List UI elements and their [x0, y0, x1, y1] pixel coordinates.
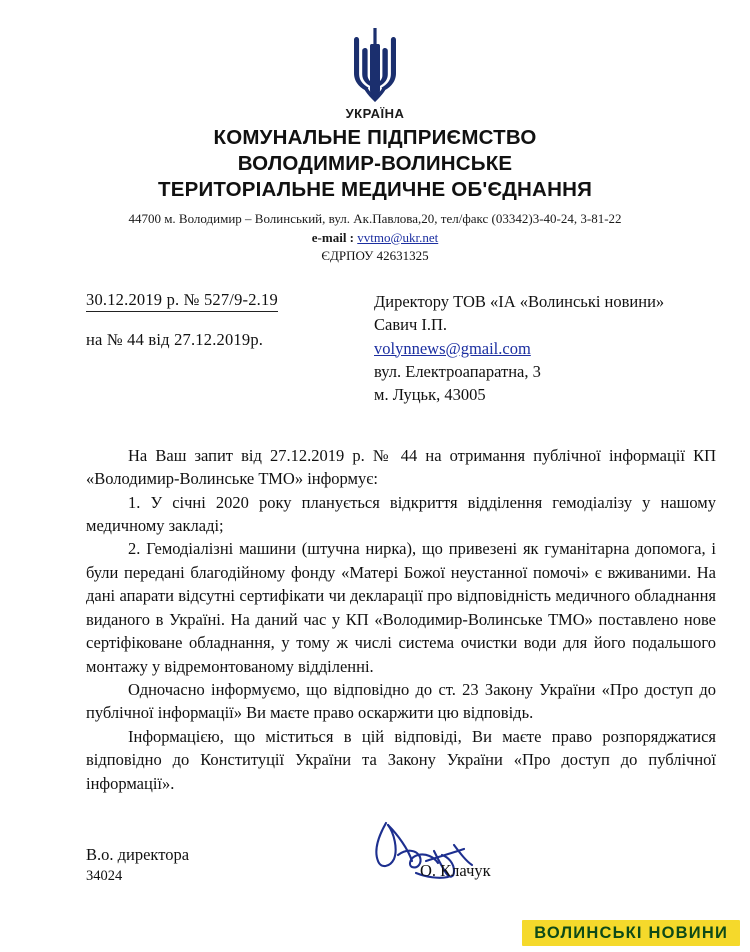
ukraine-trident-emblem-icon: [343, 26, 407, 104]
watermark-badge: ВОЛИНСЬКІ НОВИНИ: [522, 920, 740, 947]
signer-name: О. Клачук: [420, 861, 491, 881]
body-paragraph: 1. У січні 2020 року планується відкриття відділення гемодіалізу у нашому медичному закладі;: [86, 492, 716, 535]
org-address: 44700 м. Володимир – Волинський, вул. Ак.Павлова,20, тел/факс (03342)3-40-24, 3-81-22: [128, 210, 622, 226]
reference-left: [86, 290, 366, 350]
edrpou-code: ЄДРПОУ 42631325: [321, 247, 429, 263]
body-paragraph: 2. Гемодіалізні машини (штучна нирка), що привезені як гуманітарна допомога, і були передані благодійному фонду «Матері Божої неустанної помочі» є вживаними. На дані апарати відсутні сертифікати чи декларації про відповідність медичного обладнання виданого в Україні. На даний час у КП «Володимир-Волинське ТМО» поставлено нове сертіфіковане обладнання, у тому ж числі система очистки води для його подальшого монтажу у відремонтованому відділенні.: [86, 539, 716, 676]
body-paragraph: Одночасно інформуємо, що відповідно до ст. 23 Закону України «Про доступ до публічної інформації» Ви маєте право оскаржити цю відповідь.: [86, 679, 716, 723]
org-email-link[interactable]: vvtmo@ukr.net: [357, 229, 439, 245]
org-name-line-2: ВОЛОДИМИР-ВОЛИНСЬКЕ: [237, 152, 513, 176]
addressee-line: Савич І.П.: [374, 315, 448, 335]
org-email-line: [0, 230, 750, 246]
signer-code: 34024: [86, 868, 123, 885]
handwritten-signature-icon: [368, 815, 488, 893]
addressee-line: Директору ТОВ «ІА «Волинські новини»: [374, 291, 665, 311]
addressee-email-line: [374, 337, 716, 360]
addressee-line: м. Луцьк, 43005: [374, 385, 486, 405]
email-label: e-mail :: [311, 229, 355, 245]
outgoing-reference: 30.12.2019 р. № 527/9-2.19: [86, 290, 278, 312]
addressee-block: [374, 290, 716, 407]
incoming-reference: на № 44 від 27.12.2019р.: [86, 329, 264, 349]
country-name: УКРАЇНА: [345, 106, 405, 121]
org-name-line-1: КОМУНАЛЬНЕ ПІДПРИЄМСТВО: [213, 126, 537, 149]
reference-block: [0, 290, 750, 420]
org-name-line-3: ТЕРИТОРІАЛЬНЕ МЕДИЧНЕ ОБ'ЄДНАННЯ: [157, 178, 593, 202]
addressee-line: вул. Електроапаратна, 3: [374, 361, 541, 381]
addressee-email-link[interactable]: volynnews@gmail.com: [374, 338, 531, 358]
letter-body: [0, 444, 750, 795]
letterhead: [0, 0, 750, 264]
body-paragraph: На Ваш запит від 27.12.2019 р. № 44 на отримання публічної інформації КП «Володимир-Волинське ТМО» інформує:: [86, 445, 716, 489]
signer-title: В.о. директора: [86, 845, 190, 865]
body-paragraph: Інформацією, що міститься в цій відповіді, Ви маєте право розпоряджатися відповідно до Конституції України та Закону України «Про доступ до публічної інформації».: [86, 726, 716, 793]
